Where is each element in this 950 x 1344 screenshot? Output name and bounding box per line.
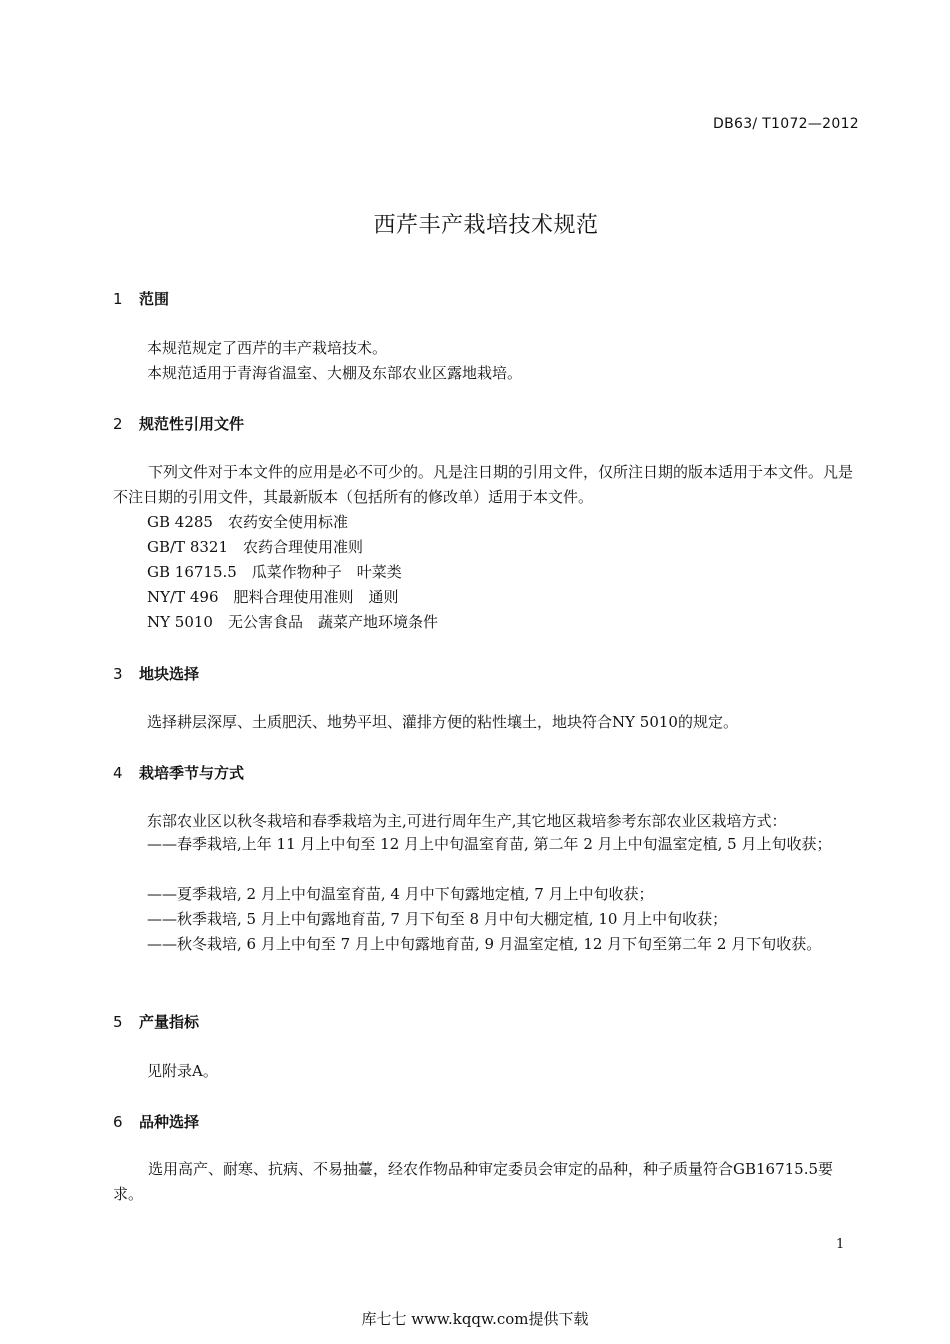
- reference-item: NY/T 496 肥料合理使用准则 通则: [147, 588, 399, 606]
- section-2-heading: 2 规范性引用文件: [113, 415, 245, 433]
- document-code: DB63/ T1072—2012: [713, 116, 859, 132]
- section-1-heading: 1 范围: [113, 290, 170, 308]
- reference-item: GB 4285 农药安全使用标准: [147, 513, 348, 531]
- cultivation-item: ——春季栽培,上年 11 月上中旬至 12 月上中旬温室育苗, 第二年 2 月上中旬温室定植, 5 月上旬收获；: [147, 835, 832, 853]
- reference-item: GB 16715.5 瓜菜作物种子 叶菜类: [147, 563, 402, 581]
- section-5-heading: 5 产量指标: [113, 1013, 200, 1031]
- section-1-paragraph: 本规范适用于青海省温室、大棚及东部农业区露地栽培。: [147, 364, 523, 382]
- section-2-intro: 下列文件对于本文件的应用是必不可少的。凡是注日期的引用文件，仅所注日期的版本适用于本文件。凡是不注日期的引用文件，其最新版本（包括所有的修改单）适用于本文件。: [113, 463, 854, 506]
- section-3-heading: 3 地块选择: [113, 665, 200, 683]
- section-4-intro: 东部农业区以秋冬栽培和春季栽培为主,可进行周年生产,其它地区栽培参考东部农业区栽培方式：: [147, 812, 787, 830]
- page-number: 1: [836, 1237, 845, 1252]
- section-6-heading: 6 品种选择: [113, 1113, 200, 1131]
- section-4-heading: 4 栽培季节与方式: [113, 764, 245, 782]
- section-5-text: 见附录A。: [147, 1062, 218, 1080]
- footer-watermark: 库七七 www.kqqw.com提供下载: [361, 1310, 589, 1328]
- cultivation-item: ——秋冬栽培, 6 月上中旬至 7 月上中旬露地育苗, 9 月温室定植, 12 月下旬至第二年 2 月下旬收获。: [147, 935, 822, 953]
- reference-item: NY 5010 无公害食品 蔬菜产地环境条件: [147, 613, 438, 631]
- cultivation-item: ——秋季栽培, 5 月上中旬露地育苗, 7 月下旬至 8 月中旬大棚定植, 10 月上中旬收获；: [147, 910, 728, 928]
- section-1-paragraph: 本规范规定了西芹的丰产栽培技术。: [147, 339, 388, 357]
- document-title: 西芹丰产栽培技术规范: [373, 213, 599, 238]
- section-3-text: 选择耕层深厚、土质肥沃、地势平坦、灌排方便的粘性壤土，地块符合NY 5010的规定。: [147, 713, 738, 731]
- cultivation-item: ——夏季栽培, 2 月上中旬温室育苗, 4 月中下旬露地定植, 7 月上中旬收获；: [147, 885, 654, 903]
- reference-item: GB/T 8321 农药合理使用准则: [147, 538, 364, 556]
- section-6-text: 选用高产、耐寒、抗病、不易抽薹，经农作物品种审定委员会审定的品种，种子质量符合GB16715.5要求。: [113, 1160, 834, 1203]
